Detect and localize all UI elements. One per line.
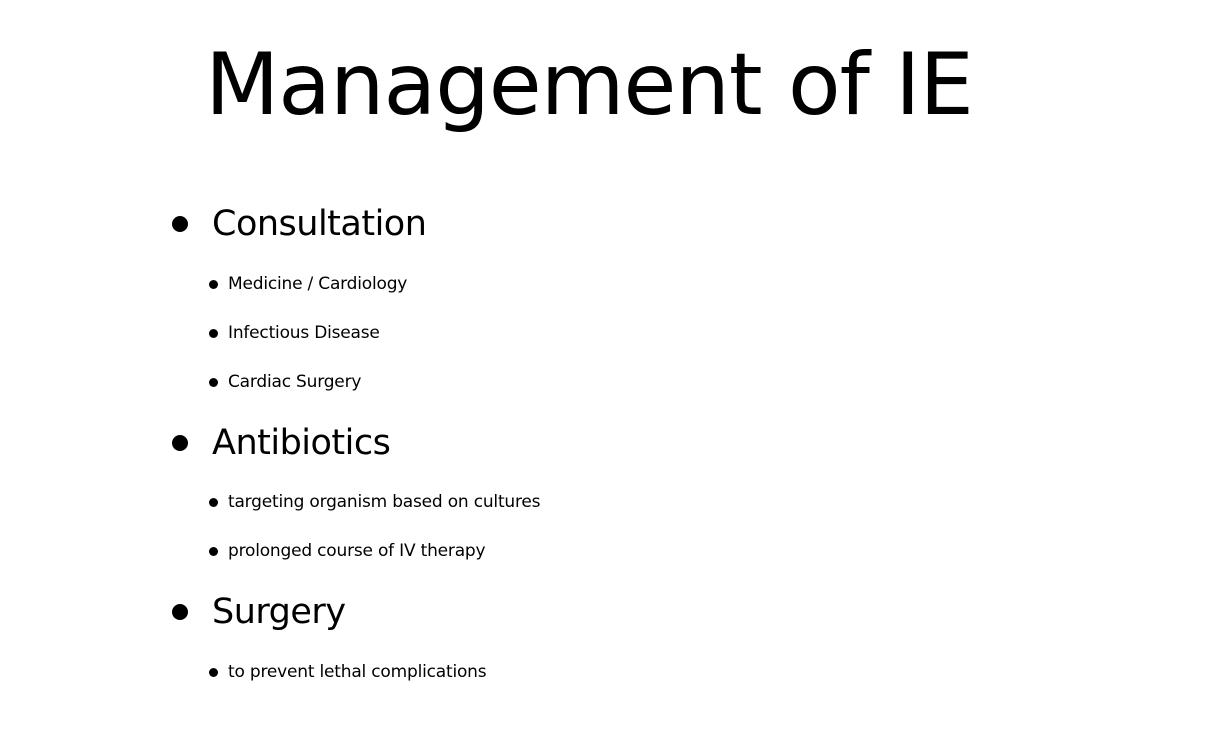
bullet-heading: Consultation	[212, 204, 427, 244]
bullet-heading: Surgery	[212, 592, 346, 632]
bullet-dot-icon	[209, 280, 218, 289]
sub-bullet-text: Medicine / Cardiology	[228, 274, 408, 294]
slide-title: Management of IE	[205, 35, 973, 135]
sub-bullet-text: to prevent lethal complications	[228, 662, 487, 682]
bullet-heading: Antibiotics	[212, 423, 391, 463]
bullet-dot-icon	[209, 547, 218, 556]
sub-bullet-medicine-cardiology	[209, 272, 407, 296]
bullet-antibiotics	[172, 421, 390, 465]
bullet-dot-icon	[209, 329, 218, 338]
sub-bullet-prevent-complications	[209, 660, 486, 684]
bullet-dot-icon	[172, 216, 188, 232]
bullet-surgery	[172, 590, 346, 634]
sub-bullet-text: Infectious Disease	[228, 323, 380, 343]
bullet-dot-icon	[172, 435, 188, 451]
sub-bullet-text: targeting organism based on cultures	[228, 492, 541, 512]
bullet-dot-icon	[172, 604, 188, 620]
sub-bullet-targeting-organism	[209, 490, 540, 514]
bullet-dot-icon	[209, 498, 218, 507]
sub-bullet-infectious-disease	[209, 321, 380, 345]
sub-bullet-text: Cardiac Surgery	[228, 372, 362, 392]
sub-bullet-prolonged-course	[209, 539, 485, 563]
bullet-dot-icon	[209, 378, 218, 387]
sub-bullet-cardiac-surgery	[209, 370, 361, 394]
bullet-consultation	[172, 202, 426, 246]
bullet-dot-icon	[209, 668, 218, 677]
sub-bullet-text: prolonged course of IV therapy	[228, 541, 486, 561]
